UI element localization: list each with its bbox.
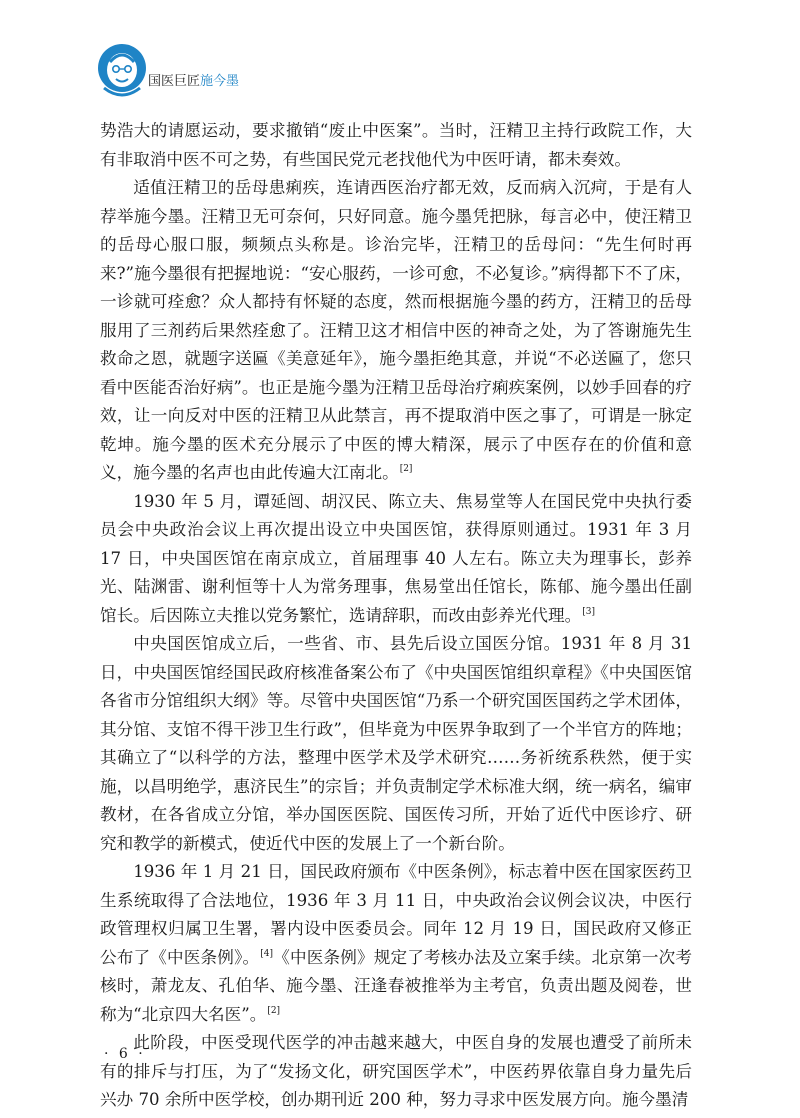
paragraph-2 xyxy=(100,174,692,488)
citation-ref[interactable]: [2] xyxy=(267,1005,281,1016)
page-number: · 6 · xyxy=(104,1046,146,1062)
series-name: 施今墨 xyxy=(200,74,240,89)
running-header xyxy=(96,40,716,100)
paragraph-text: 1930 年 5 月，谭延闿、胡汉民、陈立夫、焦易堂等人在国民党中央执行委员会中央政治会议上再次提出设立中央国医馆，获得原则通过。1931 年 3 月 17 日，中央国医馆在南京成立，首届理事 40 人左右。陈立夫为理事长，彭养光、陆渊雷、谢利恒等十人为常务理事，焦易堂出任馆长，陈郁、施今墨出任副馆长。后因陈立夫推以党务繁忙，选请辞职，而改由彭养光代理。 xyxy=(100,491,692,625)
paragraph-6 xyxy=(100,1029,692,1115)
paragraph-text: 中央国医馆成立后，一些省、市、县先后设立国医分馆。1931 年 8 月 31 日，中央国医馆经国民政府核准备案公布了《中央国医馆组织章程》《中央国医馆各省市分馆组织大纲》等。尽管中央国医馆“乃系一个研究国医国药之学术团体，其分馆、支馆不得干涉卫生行政”，但毕竟为中医界争取到了一个半官方的阵地；其确立了“以科学的方法，整理中医学术及学术研究……务祈统系秩然，便于实施，以昌明绝学，惠济民生”的宗旨；并负责制定学术标准大纲，统一病名，编审教材，在各省成立分馆，举办国医医院、国医传习所，开始了近代中医诊疗、研究和教学的新模式，使近代中医的发展上了一个新台阶。 xyxy=(100,634,692,853)
citation-ref[interactable]: [3] xyxy=(582,606,595,617)
paragraph-text: 此阶段，中医受现代医学的冲击越来越大，中医自身的发展也遭受了前所未有的排斥与打压，为了“发扬文化，研究国医学术”，中医药界依靠自身力量先后兴办 70 余所中医学校，创办期刊近 200 种，努力寻求中医发展方向。施今墨清 xyxy=(100,1033,692,1109)
paragraph-text: 《中医条例》规定了考核办法及立案手续。北京第一次考核时，萧龙友、孔伯华、施今墨、汪逢春被推举为主考官，负责出题及阅卷，世称为“北京四大名医”。 xyxy=(100,947,693,1024)
paragraph-3 xyxy=(100,488,692,631)
paragraph-text: 势浩大的请愿运动，要求撤销“废止中医案”。当时，汪精卫主持行政院工作，大有非取消中医不可之势，有些国民党元老找他代为中医吁请，都未奏效。 xyxy=(100,121,692,169)
paragraph-5 xyxy=(100,858,692,1029)
body-text xyxy=(100,117,692,1115)
series-title xyxy=(148,70,239,89)
citation-ref[interactable]: [2] xyxy=(399,464,413,475)
series-prefix: 国医巨匠 xyxy=(148,74,201,89)
paragraph-text: 1936 年 1 月 21 日，国民政府颁布《中医条例》，标志着中医在国家医药卫生系统取得了合法地位，1936 年 3 月 11 日，中央政治会议例会议决，中医行政管理权归属卫生署，署内设中医委员会。同年 12 月 19 日，国民政府又修正公布了《中医条例》。 xyxy=(100,862,692,967)
paragraph-1 xyxy=(100,117,692,174)
citation-ref[interactable]: [4] xyxy=(260,948,274,959)
portrait-icon xyxy=(96,40,152,100)
paragraph-text: 适值汪精卫的岳母患痢疾，连请西医治疗都无效，反而病入沉疴，于是有人荐举施今墨。汪精卫无可奈何，只好同意。施今墨凭把脉，每言必中，使汪精卫的岳母心服口服，频频点头称是。诊治完毕，汪精卫的岳母问：“先生何时再来?”施今墨很有把握地说：“安心服药，一诊可愈，不必复诊。”病得都下不了床，一诊就可痊愈？众人都持有怀疑的态度，然而根据施今墨的药方，汪精卫的岳母服用了三剂药后果然痊愈了。汪精卫这才相信中医的神奇之处，为了答谢施先生救命之恩，就题字送匾《美意延年》，施今墨拒绝其意，并说“不必送匾了，您只看中医能否治好病”。也正是施今墨为汪精卫岳母治疗痢疾案例，以妙手回春的疗效，让一向反对中医的汪精卫从此禁言，再不提取消中医之事了，可谓是一脉定乾坤。施今墨的医术充分展示了中医的博大精深，展示了中医存在的价值和意义，施今墨的名声也由此传遍大江南北。 xyxy=(100,178,692,482)
paragraph-4 xyxy=(100,630,692,858)
